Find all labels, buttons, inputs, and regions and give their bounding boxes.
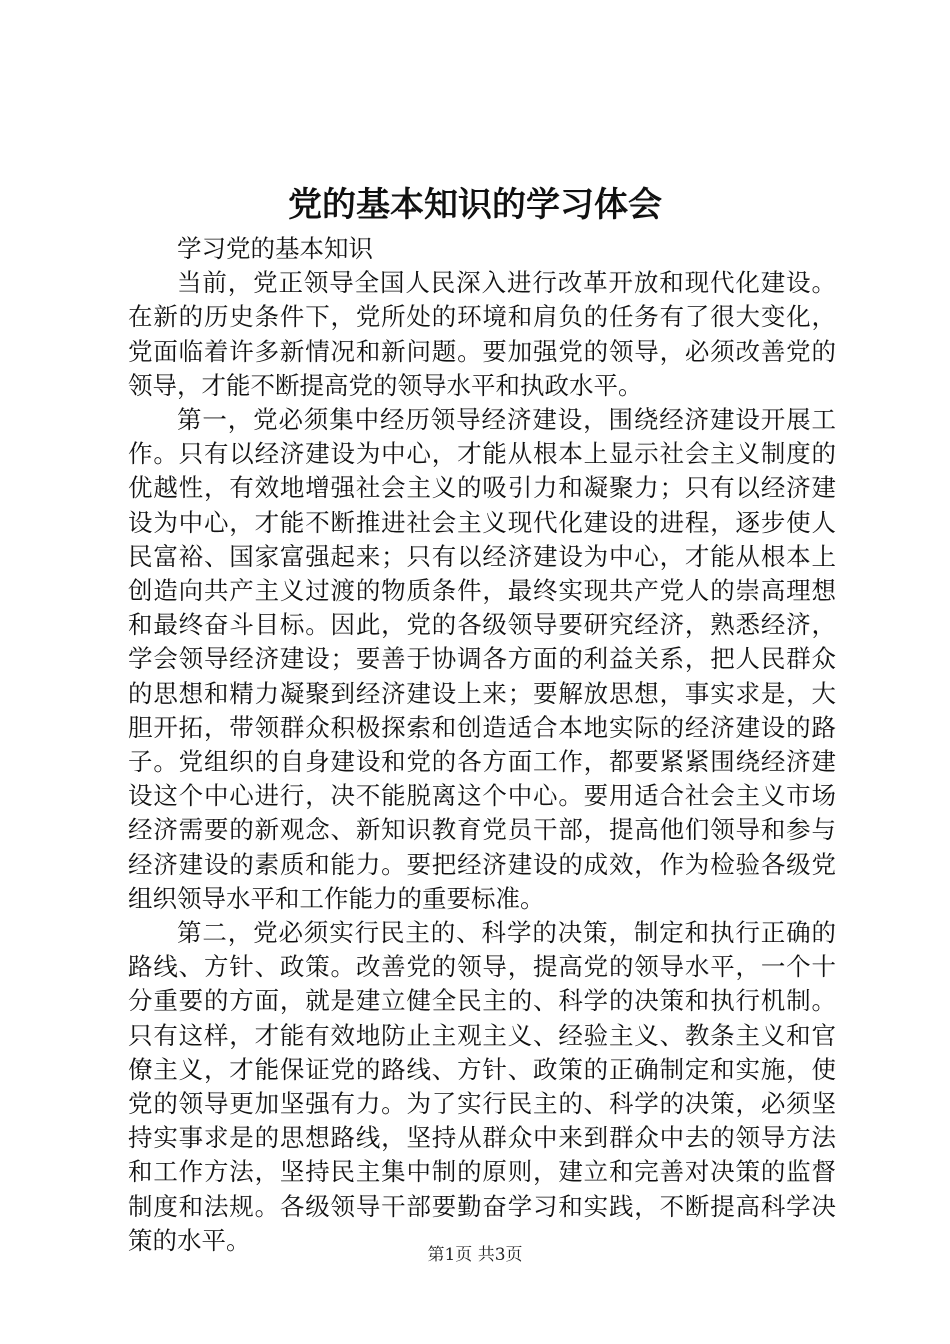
- subheading-paragraph: 学习党的基本知识: [177, 234, 373, 263]
- intro-paragraph: 当前，党正领导全国人民深入进行改革开放和现代化建设。在新的历史条件下，党所处的环境和肩负的任务有了很大变化，党面临着许多新情况和新问题。要加强党的领导，必须改善党的领导，才能不断提高党的领导水平和执政水平。: [128, 268, 836, 400]
- document-body: [128, 232, 836, 1258]
- first-point-paragraph: 第一，党必须集中经历领导经济建设，围绕经济建设开展工作。只有以经济建设为中心，才能从根本上显示社会主义制度的优越性，有效地增强社会主义的吸引力和凝聚力；只有以经济建设为中心，才能不断推进社会主义现代化建设的进程，逐步使人民富裕、国家富强起来；只有以经济建设为中心，才能从根本上创造向共产主义过渡的物质条件，最终实现共产党人的崇高理想和最终奋斗目标。因此，党的各级领导要研究经济，熟悉经济，学会领导经济建设；要善于协调各方面的利益关系，把人民群众的思想和精力凝聚到经济建设上来；要解放思想，事实求是，大胆开拓，带领群众积极探索和创造适合本地实际的经济建设的路子。党组织的自身建设和党的各方面工作，都要紧紧围绕经济建设这个中心进行，决不能脱离这个中心。要用适合社会主义市场经济需要的新观念、新知识教育党员干部，提高他们领导和参与经济建设的素质和能力。要把经济建设的成效，作为检验各级党组织领导水平和工作能力的重要标准。: [128, 405, 836, 913]
- document-title: 党的基本知识的学习体会: [288, 185, 662, 225]
- page-number-footer: 第1页 共3页: [427, 1245, 523, 1265]
- second-point-paragraph: 第二，党必须实行民主的、科学的决策，制定和执行正确的路线、方针、政策。改善党的领导，提高党的领导水平，一个十分重要的方面，就是建立健全民主的、科学的决策和执行机制。只有这样，才能有效地防止主观主义、经验主义、教条主义和官僚主义，才能保证党的路线、方针、政策的正确制定和实施，使党的领导更加坚强有力。为了实行民主的、科学的决策，必须坚持实事求是的思想路线，坚持从群众中来到群众中去的领导方法和工作方法，坚持民主集中制的原则，建立和完善对决策的监督制度和法规。各级领导干部要勤奋学习和实践，不断提高科学决策的水平。: [128, 918, 836, 1255]
